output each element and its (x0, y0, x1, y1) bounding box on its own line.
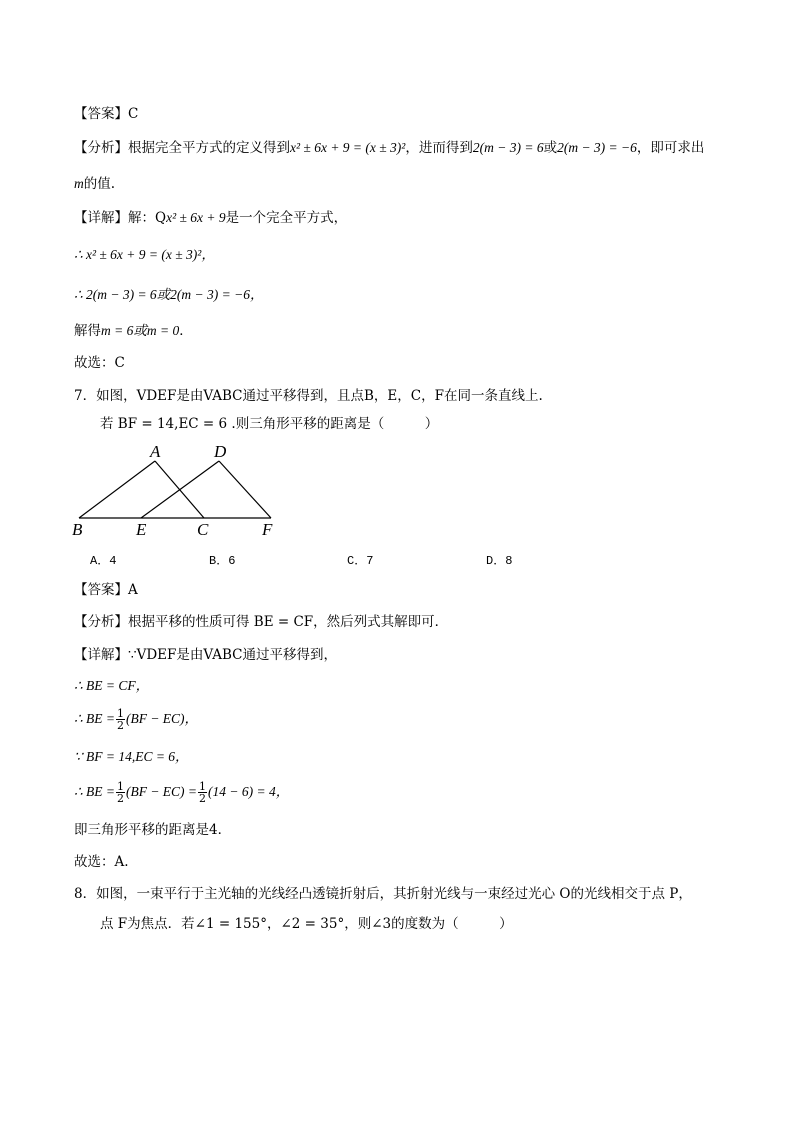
analysis-text: 或 (543, 140, 558, 156)
answer-tag: 【答案】 (74, 582, 128, 598)
segment-ab (79, 461, 155, 518)
segment-df (219, 461, 271, 518)
formula: ∴ BE = (74, 784, 115, 799)
fraction (116, 708, 125, 731)
label-a: A (150, 442, 161, 461)
denominator: 2 (116, 719, 124, 732)
q6-analysis-line2 (74, 174, 115, 194)
q6-analysis-line (74, 138, 704, 158)
step-text: ． (179, 323, 193, 339)
label-e: E (136, 520, 147, 539)
fraction (116, 781, 125, 804)
option-d: D．8 (486, 554, 513, 568)
q7-analysis-line (74, 612, 448, 632)
formula: 2(m − 3) = 6 (472, 140, 544, 155)
formula: (BF − EC)， (125, 711, 199, 726)
choice-line: 故选：C (74, 355, 125, 371)
formula: (14 − 6) = 4， (208, 784, 290, 799)
analysis-text: ，即可求出 (636, 140, 705, 156)
detail-text: 解：Q (128, 210, 167, 226)
step-line: ∵ BF = 14,EC = 6， (74, 749, 189, 764)
detail-text: ∵VDEF是由VABC通过平移得到， (128, 647, 337, 663)
formula: x² ± 6x + 9 (166, 210, 226, 225)
label-c: C (197, 520, 209, 539)
option-b: B．6 (209, 554, 236, 568)
step-text: 解得 (74, 323, 101, 339)
formula: ∴ BE = (74, 711, 115, 726)
formula: 2(m − 3) = −6 (557, 140, 637, 155)
analysis-text: 根据平移的性质可得 BE = CF，然后列式其解即可． (128, 614, 449, 630)
choice-line: 故选：A. (74, 854, 129, 870)
analysis-text: 根据完全平方式的定义得到 (128, 140, 290, 156)
numerator: 1 (199, 780, 207, 793)
step-line (74, 708, 198, 731)
question-text: 如图，一束平行于主光轴的光线经凸透镜折射后，其折射光线与一束经过光心 O的光线相交于点 P， (96, 886, 692, 902)
q7-detail-line (74, 645, 337, 665)
numerator: 1 (116, 707, 124, 720)
step-line: ∴ x² ± 6x + 9 = (x ± 3)²， (74, 247, 215, 262)
denominator: 2 (116, 792, 124, 805)
option-c: C．7 (347, 554, 374, 568)
option-a: A．4 (90, 554, 117, 568)
step-line: ∴ BE = CF， (74, 678, 150, 693)
formula: m = 6或m = 0 (101, 323, 180, 338)
q6-detail-line (74, 208, 347, 228)
analysis-text: ，进而得到 (405, 140, 473, 156)
denominator: 2 (199, 792, 207, 805)
q7-stem-line1 (74, 386, 543, 406)
formula: x² ± 6x + 9 = (x ± 3)² (290, 140, 406, 155)
answer-value: C (128, 106, 139, 122)
q6-answer-line (74, 104, 138, 124)
question-text: 如图，VDEF是由VABC通过平移得到，且点B，E，C，F在同一条直线上. (96, 388, 543, 404)
analysis-tag: 【分析】 (74, 140, 128, 156)
fraction (198, 781, 207, 804)
detail-tag: 【详解】 (74, 210, 128, 226)
conclusion-line: 即三角形平移的距离是4． (74, 822, 232, 838)
formula: m (74, 176, 84, 191)
label-f: F (262, 520, 273, 539)
question-number: 7． (74, 388, 97, 404)
step-line (74, 321, 193, 341)
question-number: 8． (74, 886, 97, 902)
label-d: D (214, 442, 227, 461)
answer-value: A (128, 582, 138, 598)
formula: (BF − EC) = (125, 784, 198, 799)
q7-answer-line (74, 580, 138, 600)
detail-tag: 【详解】 (74, 647, 128, 663)
answer-tag: 【答案】 (74, 106, 128, 122)
step-line (74, 781, 289, 804)
numerator: 1 (116, 780, 124, 793)
label-b: B (72, 520, 83, 539)
analysis-tag: 【分析】 (74, 614, 128, 630)
analysis-text: 的值. (83, 176, 116, 192)
step-line: ∴ 2(m − 3) = 6或2(m − 3) = −6， (74, 287, 264, 302)
q8-stem-line1 (74, 884, 692, 904)
q8-stem-line2: 点 F为焦点．若∠1 = 155°，∠2 = 35°，则∠3的度数为（ ） (100, 916, 513, 932)
detail-text: 是一个完全平方式， (225, 210, 348, 226)
q7-stem-line2: 若 BF = 14,EC = 6 .则三角形平移的距离是（ ） (100, 416, 439, 432)
segment-de (141, 461, 219, 518)
triangle-translation-figure (66, 440, 286, 540)
